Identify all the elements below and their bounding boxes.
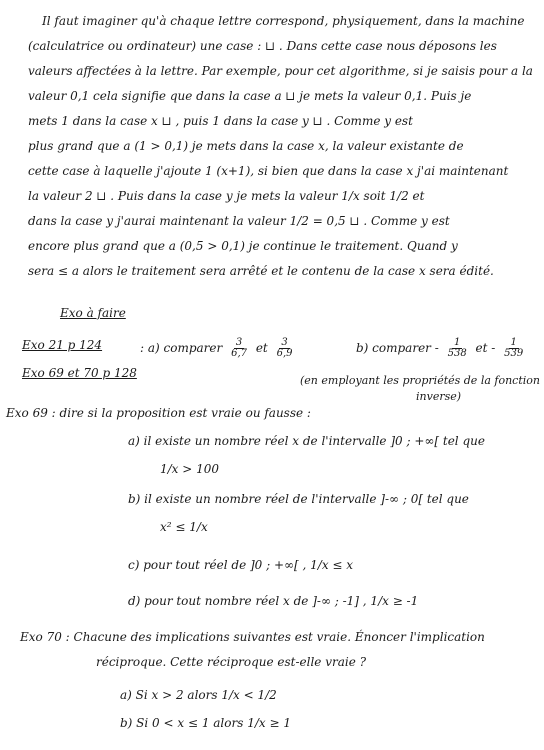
- exo21-a-fraction-1: [229, 338, 249, 359]
- exo69-70-note-line-1: (en employant les propriétés de la fonction: [300, 374, 540, 387]
- exo70-a-line: a) Si x > 2 alors 1/x < 1/2: [120, 688, 277, 702]
- paragraph-line-1: Il faut imaginer qu'à chaque lettre correspond, physiquement, dans la machine: [42, 14, 525, 28]
- fraction-denominator: 539: [504, 348, 524, 359]
- exo70-line-2: réciproque. Cette réciproque est-elle vraie ?: [96, 655, 367, 669]
- exo21-b-label: b) comparer -: [356, 341, 439, 355]
- exo21-b-et: et -: [475, 341, 496, 355]
- fraction-numerator: 1: [453, 337, 461, 348]
- paragraph-line-8: la valeur 2 ⊔ . Puis dans la case y je mets la valeur 1/x soit 1/2 et: [28, 189, 425, 203]
- paragraph-line-2: (calculatrice ou ordinateur) une case : ⊔ . Dans cette case nous déposons les: [28, 39, 497, 53]
- exo21-a-et: et: [255, 341, 268, 355]
- paragraph-line-6: plus grand que a (1 > 0,1) je mets dans la case x, la valeur existante de: [28, 139, 464, 153]
- exo69-b-line-2: x² ≤ 1/x: [160, 520, 208, 534]
- exo21-a-line: [140, 338, 297, 359]
- fraction-numerator: 3: [235, 337, 243, 348]
- exo21-b-line: [356, 338, 528, 359]
- exo69-a-line-1: a) il existe un nombre réel x de l'intervalle ]0 ; +∞[ tel que: [128, 434, 485, 448]
- paragraph-line-3: valeurs affectées à la lettre. Par exemple, pour cet algorithme, si je saisis pour a la: [28, 64, 533, 78]
- exo69-title: Exo 69 : dire si la proposition est vraie ou fausse :: [6, 406, 311, 420]
- exo21-b-fraction-2: [502, 338, 525, 359]
- exo69-a-line-2: 1/x > 100: [160, 462, 220, 476]
- exo69-b-line-1: b) il existe un nombre réel de l'intervalle ]-∞ ; 0[ tel que: [128, 492, 469, 506]
- paragraph-line-5: mets 1 dans la case x ⊔ , puis 1 dans la case y ⊔ . Comme y est: [28, 114, 413, 128]
- paragraph-line-7: cette case à laquelle j'ajoute 1 (x+1), si bien que dans la case x j'ai maintenant: [28, 164, 509, 178]
- paragraph-line-4: valeur 0,1 cela signifie que dans la case a ⊔ je mets la valeur 0,1. Puis je: [28, 89, 472, 103]
- fraction-numerator: 1: [510, 337, 517, 348]
- exo70-title: Exo 70 : Chacune des implications suivantes est vraie. Énoncer l'implication: [20, 630, 485, 644]
- paragraph-line-9: dans la case y j'aurai maintenant la valeur 1/2 = 0,5 ⊔ . Comme y est: [28, 214, 450, 228]
- exo69-70-note-line-2: inverse): [416, 390, 462, 403]
- fraction-denominator: 6,7: [231, 348, 247, 359]
- exo21-ref: Exo 21 p 124: [22, 338, 103, 352]
- fraction-denominator: 538: [447, 348, 467, 359]
- exo21-a-fraction-2: [275, 338, 295, 359]
- paragraph-line-10: encore plus grand que a (0,5 > 0,1) je continue le traitement. Quand y: [28, 239, 458, 253]
- exo69-70-ref: Exo 69 et 70 p 128: [22, 366, 137, 380]
- fraction-denominator: 6,9: [276, 348, 293, 359]
- exo21-a-label: : a) comparer: [140, 341, 223, 355]
- exo69-c-line: c) pour tout réel de ]0 ; +∞[ , 1/x ≤ x: [128, 558, 354, 572]
- fraction-numerator: 3: [281, 337, 288, 348]
- exo21-b-fraction-1: [446, 338, 469, 359]
- exo-a-faire-heading: Exo à faire: [60, 306, 126, 320]
- exo69-d-line: d) pour tout nombre réel x de ]-∞ ; -1] , 1/x ≥ -1: [128, 594, 419, 608]
- paragraph-line-11: sera ≤ a alors le traitement sera arrêté et le contenu de la case x sera édité.: [28, 264, 494, 278]
- exo70-b-line: b) Si 0 < x ≤ 1 alors 1/x ≥ 1: [120, 716, 291, 730]
